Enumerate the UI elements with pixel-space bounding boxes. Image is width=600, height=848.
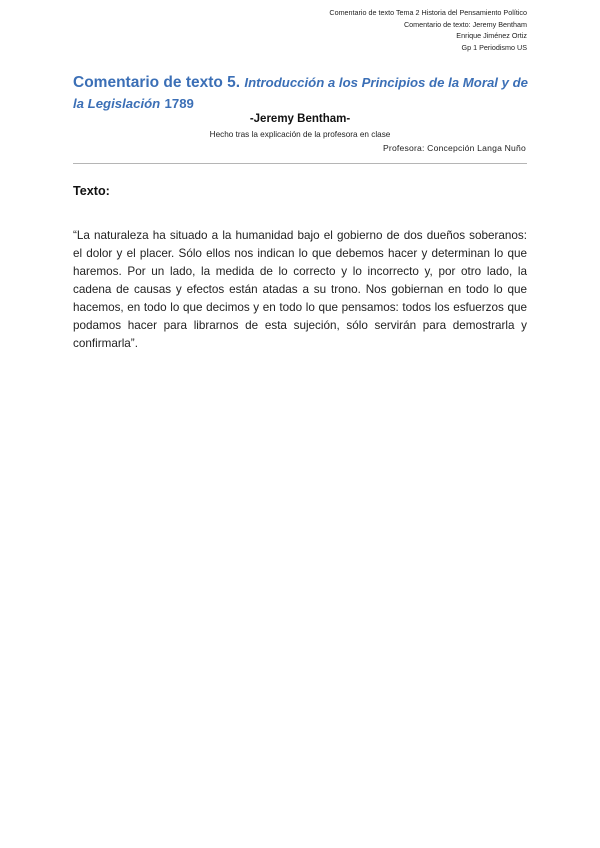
author-name: -Jeremy Bentham-: [249, 113, 351, 125]
document-title: [73, 72, 533, 114]
header-course-line: Comentario de texto Tema 2 Historia del Pensamiento Político: [329, 8, 527, 17]
title-main: Comentario de texto 5.: [73, 74, 241, 91]
header-student-name: Enrique Jiménez Ortiz: [456, 31, 527, 41]
title-subtitle: Introducción a los Principios de la Moral y de la Legislación: [73, 75, 528, 111]
quoted-text-paragraph: “La naturaleza ha situado a la humanidad bajo el gobierno de dos dueños soberanos: el dolor y el placer. Sólo ellos nos indican lo que debemos hacer y determinan lo que haremos. Por un lado, la medida de lo correcto y lo incorrecto y, por otro lado, la cadena de causas y efectos están atadas a su trono. Nos gobiernan en todo lo que hacemos, en todo lo que decimos y en todo lo que pensamos: todos los esfuerzos que podamos hacer para librarnos de esta sujeción, sólo servirán para demostrarla y confirmarla”.: [73, 228, 527, 351]
header-topic-line: Comentario de texto: Jeremy Bentham: [403, 19, 527, 29]
class-note: Hecho tras la explicación de la profesora en clase: [209, 130, 391, 139]
header-group-line: Gp 1 Periodismo US: [461, 42, 527, 52]
section-heading: Texto:: [73, 184, 110, 198]
professor-name: Profesora: Concepción Langa Nuño: [382, 143, 526, 153]
title-year: 1789: [164, 96, 194, 111]
page-header: [329, 7, 527, 53]
horizontal-divider: [73, 163, 527, 164]
